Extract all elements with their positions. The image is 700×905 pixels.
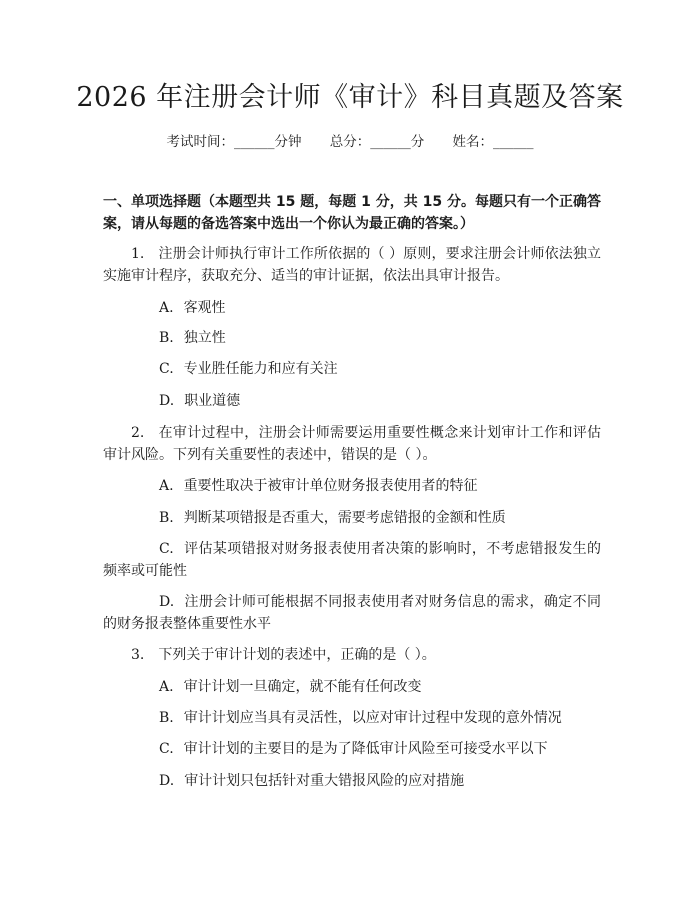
student-name-field: 姓名：______	[452, 134, 534, 150]
question-number: 2.	[131, 425, 145, 441]
question-text: 注册会计师执行审计工作所依据的（ ）原则，要求注册会计师依法独立实施审计程序，获取充分、适当的审计证据，依法出具审计报告。	[103, 246, 601, 284]
option-text: 审计计划一旦确定，就不能有任何改变	[183, 679, 422, 695]
total-score-field: 总分：______分	[329, 134, 425, 150]
page-title: 2026 年注册会计师《审计》科目真题及答案	[76, 82, 624, 113]
option-text: 审计计划的主要目的是为了降低审计风险至可接受水平以下	[183, 741, 548, 757]
section-heading: 一、单项选择题（本题型共 15 题，每题 1 分，共 15 分。每题只有一个正确答案，请从每题的备选答案中选出一个你认为最正确的答案。）	[103, 194, 601, 232]
option-text: 重要性取决于被审计单位财务报表使用者的特征	[183, 478, 478, 494]
option-letter: B.	[159, 510, 174, 526]
option-text: 独立性	[183, 330, 226, 346]
option-1a	[159, 297, 601, 319]
option-letter: A.	[159, 300, 174, 316]
question-text: 在审计过程中，注册会计师需要运用重要性概念来计划审计工作和评估审计风险。下列有关重要性的表述中，错误的是（ ）。	[103, 425, 601, 463]
option-text: 客观性	[183, 300, 226, 316]
option-2a	[159, 475, 601, 497]
option-text: 评估某项错报对财务报表使用者决策的影响时，不考虑错报发生的频率或可能性	[103, 541, 601, 579]
option-letter: B.	[159, 330, 174, 346]
option-text: 注册会计师可能根据不同报表使用者对财务信息的需求，确定不同的财务报表整体重要性水平	[103, 594, 601, 632]
question-text: 下列关于审计计划的表述中，正确的是（ ）。	[158, 647, 436, 663]
option-3b	[159, 707, 601, 729]
option-3d	[159, 770, 601, 792]
option-3c	[159, 738, 601, 760]
option-text: 审计计划应当具有灵活性，以应对审计过程中发现的意外情况	[183, 710, 562, 726]
option-text: 判断某项错报是否重大，需要考虑错报的金额和性质	[183, 510, 506, 526]
exam-time-field: 考试时间：______分钟	[166, 134, 302, 150]
question-2	[103, 422, 601, 466]
option-letter: C.	[159, 361, 174, 377]
question-1	[103, 243, 601, 287]
option-letter: C.	[159, 741, 174, 757]
option-letter: C.	[159, 541, 174, 557]
question-number: 3.	[131, 647, 145, 663]
option-2d	[103, 591, 601, 635]
option-letter: D.	[159, 773, 175, 789]
option-letter: A.	[159, 679, 174, 695]
option-text: 职业道德	[184, 393, 241, 409]
option-text: 审计计划只包括针对重大错报风险的应对措施	[184, 773, 465, 789]
question-3	[103, 644, 601, 666]
option-letter: D.	[159, 393, 175, 409]
question-number: 1.	[131, 246, 145, 262]
option-2c	[103, 538, 601, 582]
exam-meta	[0, 132, 700, 152]
option-2b	[159, 507, 601, 529]
option-1b	[159, 327, 601, 349]
option-letter: B.	[159, 710, 174, 726]
option-1d	[159, 390, 601, 412]
option-text: 专业胜任能力和应有关注	[183, 361, 338, 377]
option-3a	[159, 676, 601, 698]
option-1c	[159, 358, 601, 380]
option-letter: D.	[159, 594, 175, 610]
option-letter: A.	[159, 478, 174, 494]
